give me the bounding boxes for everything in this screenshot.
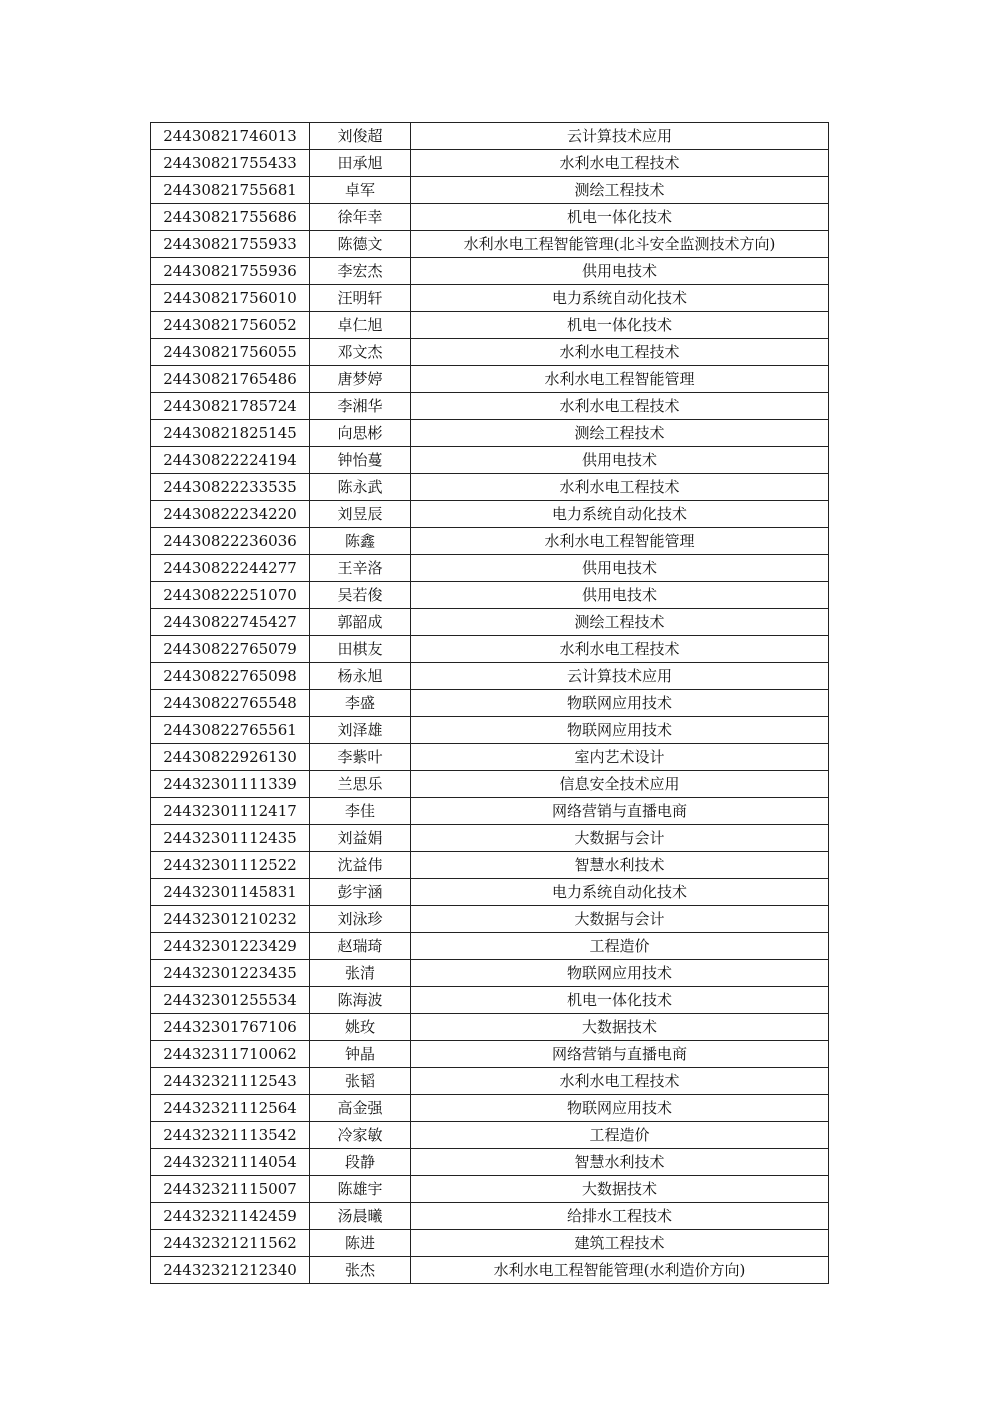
major-cell: 电力系统自动化技术 [411,501,829,528]
student-name-cell: 李宏杰 [310,258,411,285]
student-name-cell: 张杰 [310,1257,411,1284]
roster-body [151,123,829,1284]
exam-number-cell: 24430821755681 [151,177,310,204]
student-name-cell: 郭韶成 [310,609,411,636]
major-cell: 供用电技术 [411,555,829,582]
exam-number-cell: 24432321115007 [151,1176,310,1203]
student-name-cell: 卓军 [310,177,411,204]
exam-number-cell: 24430822224194 [151,447,310,474]
major-cell: 测绘工程技术 [411,177,829,204]
exam-number-cell: 24432301210232 [151,906,310,933]
major-cell: 建筑工程技术 [411,1230,829,1257]
table-row [151,933,829,960]
major-cell: 网络营销与直播电商 [411,798,829,825]
table-row [151,1230,829,1257]
major-cell: 工程造价 [411,1122,829,1149]
major-cell: 水利水电工程技术 [411,393,829,420]
major-cell: 水利水电工程技术 [411,150,829,177]
student-name-cell: 刘昱辰 [310,501,411,528]
exam-number-cell: 24432321211562 [151,1230,310,1257]
major-cell: 机电一体化技术 [411,312,829,339]
major-cell: 机电一体化技术 [411,204,829,231]
major-cell: 物联网应用技术 [411,690,829,717]
exam-number-cell: 24430822765079 [151,636,310,663]
exam-number-cell: 24432321142459 [151,1203,310,1230]
student-name-cell: 陈鑫 [310,528,411,555]
major-cell: 室内艺术设计 [411,744,829,771]
exam-number-cell: 24432301223435 [151,960,310,987]
exam-number-cell: 24432301767106 [151,1014,310,1041]
table-row [151,744,829,771]
table-row [151,1095,829,1122]
exam-number-cell: 24432301112417 [151,798,310,825]
table-row [151,420,829,447]
exam-number-cell: 24432321212340 [151,1257,310,1284]
exam-number-cell: 24432301145831 [151,879,310,906]
student-name-cell: 张韬 [310,1068,411,1095]
student-name-cell: 田承旭 [310,150,411,177]
student-name-cell: 卓仁旭 [310,312,411,339]
major-cell: 给排水工程技术 [411,1203,829,1230]
major-cell: 信息安全技术应用 [411,771,829,798]
student-name-cell: 刘俊超 [310,123,411,150]
student-name-cell: 冷家敏 [310,1122,411,1149]
exam-number-cell: 24432321112543 [151,1068,310,1095]
student-name-cell: 王辛洛 [310,555,411,582]
table-row [151,393,829,420]
student-name-cell: 刘益娟 [310,825,411,852]
exam-number-cell: 24430821825145 [151,420,310,447]
student-name-cell: 杨永旭 [310,663,411,690]
exam-number-cell: 24430821756052 [151,312,310,339]
table-row [151,285,829,312]
student-name-cell: 彭宇涵 [310,879,411,906]
exam-number-cell: 24430821746013 [151,123,310,150]
student-name-cell: 赵瑞琦 [310,933,411,960]
student-name-cell: 李紫叶 [310,744,411,771]
major-cell: 智慧水利技术 [411,1149,829,1176]
major-cell: 水利水电工程技术 [411,1068,829,1095]
major-cell: 水利水电工程智能管理(北斗安全监测技术方向) [411,231,829,258]
major-cell: 水利水电工程技术 [411,474,829,501]
student-name-cell: 兰思乐 [310,771,411,798]
exam-number-cell: 24430822234220 [151,501,310,528]
student-name-cell: 姚玫 [310,1014,411,1041]
table-row [151,906,829,933]
table-row [151,1203,829,1230]
student-name-cell: 徐年幸 [310,204,411,231]
exam-number-cell: 24430822765098 [151,663,310,690]
student-name-cell: 沈益伟 [310,852,411,879]
exam-number-cell: 24432301223429 [151,933,310,960]
major-cell: 测绘工程技术 [411,609,829,636]
major-cell: 大数据与会计 [411,825,829,852]
major-cell: 物联网应用技术 [411,1095,829,1122]
table-row [151,501,829,528]
student-name-cell: 陈德文 [310,231,411,258]
major-cell: 供用电技术 [411,258,829,285]
table-row [151,204,829,231]
student-name-cell: 邓文杰 [310,339,411,366]
major-cell: 大数据技术 [411,1014,829,1041]
major-cell: 大数据技术 [411,1176,829,1203]
major-cell: 机电一体化技术 [411,987,829,1014]
major-cell: 供用电技术 [411,447,829,474]
student-name-cell: 钟怡蔓 [310,447,411,474]
table-row [151,150,829,177]
student-name-cell: 陈雄宇 [310,1176,411,1203]
student-name-cell: 刘泽雄 [310,717,411,744]
major-cell: 电力系统自动化技术 [411,285,829,312]
major-cell: 供用电技术 [411,582,829,609]
student-name-cell: 吴若俊 [310,582,411,609]
student-name-cell: 高金强 [310,1095,411,1122]
exam-number-cell: 24430821765486 [151,366,310,393]
major-cell: 水利水电工程智能管理(水利造价方向) [411,1257,829,1284]
exam-number-cell: 24430821755433 [151,150,310,177]
student-name-cell: 汪明轩 [310,285,411,312]
major-cell: 工程造价 [411,933,829,960]
table-row [151,123,829,150]
table-row [151,339,829,366]
exam-number-cell: 24430822745427 [151,609,310,636]
exam-number-cell: 24432311710062 [151,1041,310,1068]
major-cell: 大数据与会计 [411,906,829,933]
table-row [151,447,829,474]
exam-number-cell: 24430821756010 [151,285,310,312]
table-row [151,258,829,285]
student-name-cell: 向思彬 [310,420,411,447]
table-row [151,1014,829,1041]
major-cell: 云计算技术应用 [411,123,829,150]
major-cell: 智慧水利技术 [411,852,829,879]
table-row [151,1041,829,1068]
exam-number-cell: 24432321113542 [151,1122,310,1149]
exam-number-cell: 24430822765561 [151,717,310,744]
table-row [151,366,829,393]
student-name-cell: 张清 [310,960,411,987]
table-row [151,1176,829,1203]
major-cell: 物联网应用技术 [411,717,829,744]
table-row [151,798,829,825]
table-row [151,555,829,582]
exam-number-cell: 24430821755933 [151,231,310,258]
exam-number-cell: 24432321112564 [151,1095,310,1122]
student-name-cell: 段静 [310,1149,411,1176]
exam-number-cell: 24432301112522 [151,852,310,879]
student-name-cell: 李盛 [310,690,411,717]
table-row [151,474,829,501]
table-row [151,960,829,987]
student-name-cell: 陈海波 [310,987,411,1014]
major-cell: 电力系统自动化技术 [411,879,829,906]
major-cell: 水利水电工程智能管理 [411,366,829,393]
table-row [151,177,829,204]
table-row [151,852,829,879]
table-row [151,717,829,744]
student-name-cell: 唐梦婷 [310,366,411,393]
table-row [151,1257,829,1284]
student-name-cell: 刘泳珍 [310,906,411,933]
exam-number-cell: 24430821785724 [151,393,310,420]
major-cell: 水利水电工程技术 [411,636,829,663]
exam-number-cell: 24430822244277 [151,555,310,582]
student-name-cell: 汤晨曦 [310,1203,411,1230]
table-row [151,663,829,690]
table-row [151,690,829,717]
major-cell: 云计算技术应用 [411,663,829,690]
exam-number-cell: 24430822233535 [151,474,310,501]
exam-number-cell: 24430822236036 [151,528,310,555]
major-cell: 水利水电工程智能管理 [411,528,829,555]
student-name-cell: 陈永武 [310,474,411,501]
major-cell: 水利水电工程技术 [411,339,829,366]
table-row [151,528,829,555]
table-row [151,312,829,339]
student-name-cell: 钟晶 [310,1041,411,1068]
table-row [151,771,829,798]
major-cell: 物联网应用技术 [411,960,829,987]
exam-number-cell: 24430821755686 [151,204,310,231]
student-name-cell: 陈进 [310,1230,411,1257]
student-name-cell: 田棋友 [310,636,411,663]
exam-number-cell: 24430822765548 [151,690,310,717]
table-row [151,879,829,906]
exam-number-cell: 24432301111339 [151,771,310,798]
table-row [151,987,829,1014]
table-row [151,231,829,258]
table-row [151,1068,829,1095]
major-cell: 测绘工程技术 [411,420,829,447]
table-row [151,636,829,663]
exam-number-cell: 24430821755936 [151,258,310,285]
major-cell: 网络营销与直播电商 [411,1041,829,1068]
exam-number-cell: 24430822251070 [151,582,310,609]
exam-number-cell: 24432321114054 [151,1149,310,1176]
exam-number-cell: 24432301112435 [151,825,310,852]
table-row [151,825,829,852]
exam-number-cell: 24430821756055 [151,339,310,366]
table-row [151,582,829,609]
exam-number-cell: 24430822926130 [151,744,310,771]
table-row [151,609,829,636]
table-row [151,1149,829,1176]
student-roster-table [150,122,829,1284]
student-name-cell: 李佳 [310,798,411,825]
table-row [151,1122,829,1149]
student-name-cell: 李湘华 [310,393,411,420]
exam-number-cell: 24432301255534 [151,987,310,1014]
